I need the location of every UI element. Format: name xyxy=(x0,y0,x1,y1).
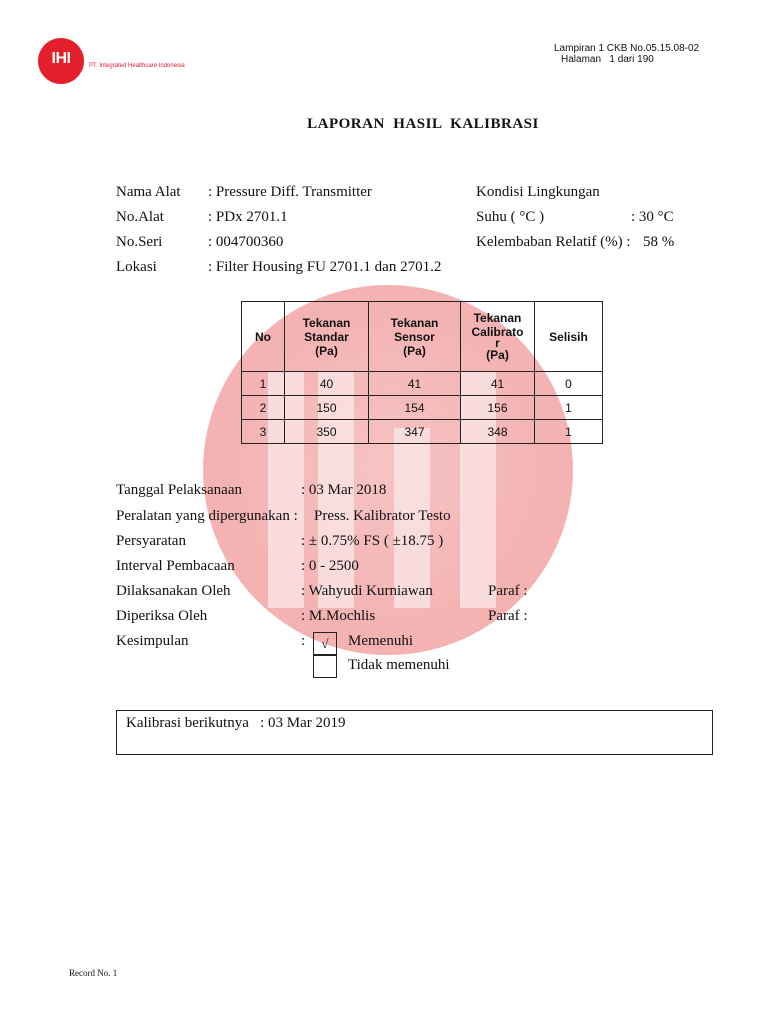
cell-no: 3 xyxy=(242,420,285,444)
cell-sensor: 41 xyxy=(369,372,461,396)
table-row xyxy=(242,372,603,396)
tidak-memenuhi-checkbox[interactable] xyxy=(313,655,337,678)
diperiksa-label: Diperiksa Oleh xyxy=(116,608,208,624)
paraf-label-1: Paraf : xyxy=(488,583,528,599)
header-calibrator: Tekanan Calibrato r (Pa) xyxy=(461,302,535,372)
no-seri-value: : 004700360 xyxy=(208,234,284,250)
cell-calibrator: 348 xyxy=(461,420,535,444)
kondisi-heading: Kondisi Lingkungan xyxy=(476,184,600,200)
cell-no: 2 xyxy=(242,396,285,420)
kelembaban-label: Kelembaban Relatif (%) : xyxy=(476,234,631,250)
cell-sensor: 154 xyxy=(369,396,461,420)
interval-label: Interval Pembacaan xyxy=(116,558,235,574)
dilaksanakan-value: : Wahyudi Kurniawan xyxy=(301,583,433,599)
suhu-value: : 30 °C xyxy=(631,209,674,225)
page-info: Halaman 1 dari 190 xyxy=(561,54,654,65)
header-no: No xyxy=(242,302,285,372)
suhu-label: Suhu ( °C ) xyxy=(476,209,545,225)
no-alat-value: : PDx 2701.1 xyxy=(208,209,288,225)
lokasi-label: Lokasi xyxy=(116,259,157,275)
calibration-table xyxy=(241,301,603,444)
check-mark-icon: √ xyxy=(321,636,329,651)
no-alat-label: No.Alat xyxy=(116,209,164,225)
cell-calibrator: 41 xyxy=(461,372,535,396)
cell-no: 1 xyxy=(242,372,285,396)
cell-calibrator: 156 xyxy=(461,396,535,420)
cell-selisih: 0 xyxy=(535,372,603,396)
cell-selisih: 1 xyxy=(535,396,603,420)
company-name: PT. Integrated Healthcare Indonesia xyxy=(89,63,185,69)
kesimpulan-label: Kesimpulan xyxy=(116,633,189,649)
document-title: LAPORAN HASIL KALIBRASI xyxy=(307,116,539,132)
table-row xyxy=(242,420,603,444)
record-number: Record No. 1 xyxy=(69,968,118,978)
memenuhi-label: Memenuhi xyxy=(348,633,413,649)
nama-alat-label: Nama Alat xyxy=(116,184,181,200)
kesimpulan-colon: : xyxy=(301,633,306,649)
paraf-label-2: Paraf : xyxy=(488,608,528,624)
logo-text: IHI xyxy=(51,50,71,67)
memenuhi-checkbox[interactable] xyxy=(313,632,337,655)
cell-standar: 40 xyxy=(285,372,369,396)
cell-standar: 350 xyxy=(285,420,369,444)
peralatan-label: Peralatan yang dipergunakan : xyxy=(116,508,298,524)
nama-alat-value: : Pressure Diff. Transmitter xyxy=(208,184,372,200)
diperiksa-value: : M.Mochlis xyxy=(301,608,376,624)
interval-value: : 0 - 2500 xyxy=(301,558,359,574)
dilaksanakan-label: Dilaksanakan Oleh xyxy=(116,583,231,599)
tanggal-value: : 03 Mar 2018 xyxy=(301,482,387,498)
lokasi-value: : Filter Housing FU 2701.1 dan 2701.2 xyxy=(208,259,442,275)
kelembaban-value: 58 % xyxy=(643,234,675,250)
next-calibration-box xyxy=(116,710,713,755)
doc-reference: Lampiran 1 CKB No.05.15.08-02 xyxy=(554,43,700,54)
header-selisih: Selisih xyxy=(535,302,603,372)
persyaratan-value: : ± 0.75% FS ( ±18.75 ) xyxy=(301,533,444,549)
persyaratan-label: Persyaratan xyxy=(116,533,186,549)
table-header-row xyxy=(242,302,603,372)
cell-sensor: 347 xyxy=(369,420,461,444)
cell-standar: 150 xyxy=(285,396,369,420)
header-standar: Tekanan Standar (Pa) xyxy=(285,302,369,372)
cell-selisih: 1 xyxy=(535,420,603,444)
no-seri-label: No.Seri xyxy=(116,234,163,250)
tidak-memenuhi-label: Tidak memenuhi xyxy=(348,657,450,673)
next-calibration-text: Kalibrasi berikutnya : 03 Mar 2019 xyxy=(126,715,346,731)
table-row xyxy=(242,396,603,420)
peralatan-value: Press. Kalibrator Testo xyxy=(314,508,451,524)
tanggal-label: Tanggal Pelaksanaan xyxy=(116,482,242,498)
header-sensor: Tekanan Sensor (Pa) xyxy=(369,302,461,372)
